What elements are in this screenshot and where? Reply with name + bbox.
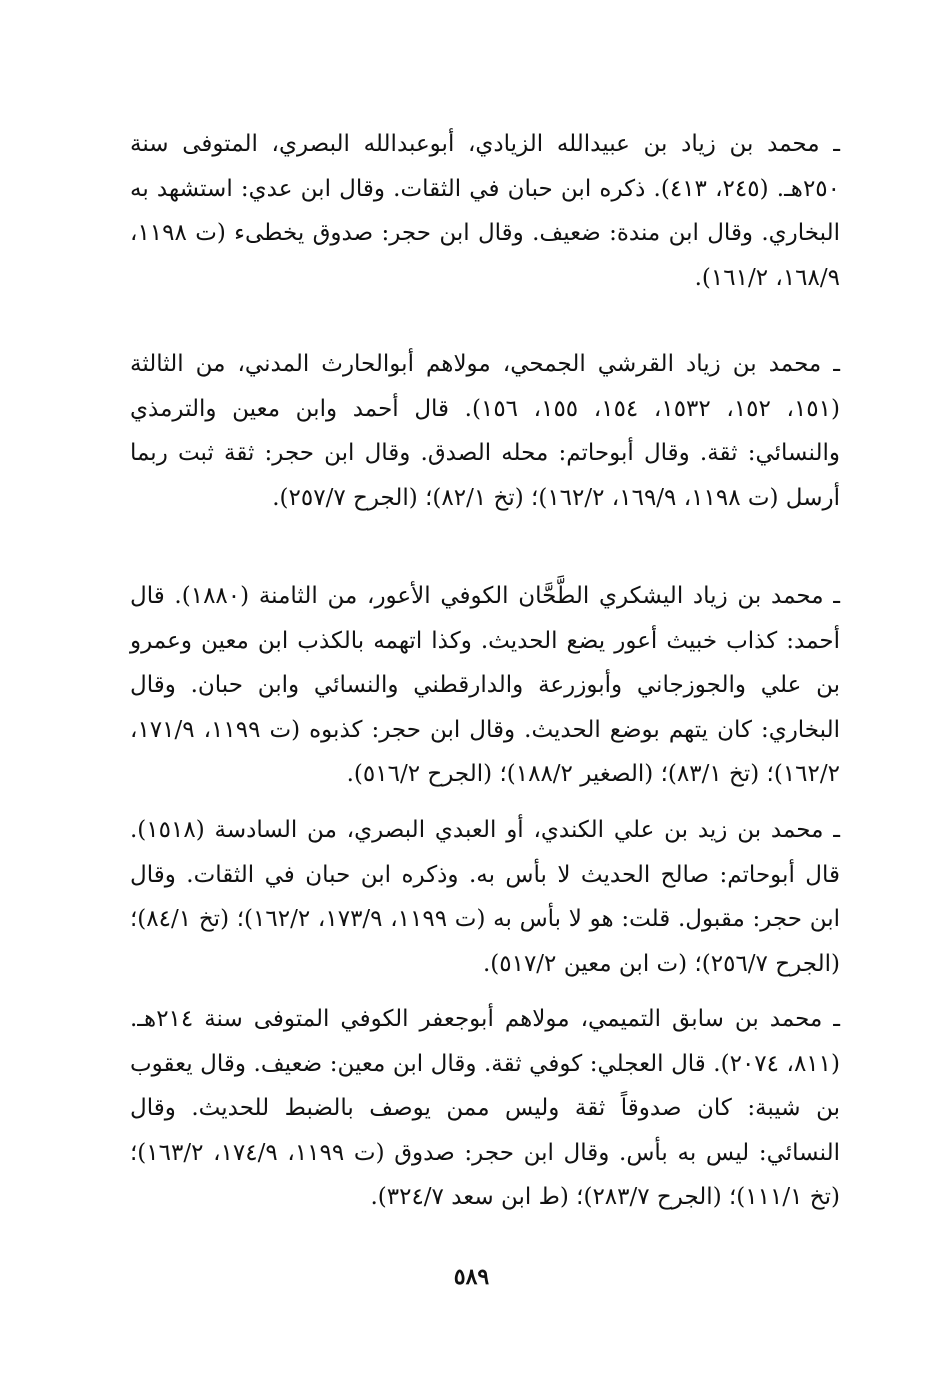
- narrator-entry: ـ محمد بن زياد بن عبيدالله الزيادي، أبوعبدالله البصري، المتوفى سنة ٢٥٠هـ. (٢٤٥، ٤١٣). ذكره ابن حبان في الثقات. وقال ابن عدي: استشهد به البخاري. وقال ابن مندة: ضعيف. وقال ابن حجر: صدوق يخطىء (ت ١١٩٨، ١٦٨/٩، ١٦١/٢).: [130, 131, 841, 291]
- narrator-entry: ـ محمد بن زيد بن علي الكندي، أو العبدي البصري، من السادسة (١٥١٨). قال أبوحاتم: صالح الحديث لا بأس به. وذكره ابن حبان في الثقات. وقال ابن حجر: مقبول. قلت: هو لا بأس به (ت ١١٩٩، ١٧٣/٩، ١٦٢/٢)؛ (تخ ٨٤/١)؛ (الجرح ٢٥٦/٧)؛ (ت ابن معين ٥١٧/٢).: [130, 817, 841, 977]
- narrator-entry: ـ محمد بن زياد القرشي الجمحي، مولاهم أبوالحارث المدني، من الثالثة (١٥١، ١٥٢، ١٥٣٢، ١٥٤، ١٥٥، ١٥٦). قال أحمد وابن معين والترمذي والنسائي: ثقة. وقال أبوحاتم: محله الصدق. وقال ابن حجر: ثقة ثبت ربما أرسل (ت ١١٩٨، ١٦٩/٩، ١٦٢/٢)؛ (تخ ٨٢/١)؛ (الجرح ٢٥٧/٧).: [130, 351, 840, 511]
- narrator-entry: ـ محمد بن سابق التميمي، مولاهم أبوجعفر الكوفي المتوفى سنة ٢١٤هـ. (٨١١، ٢٠٧٤). قال العجلي: كوفي ثقة. وقال ابن معين: ضعيف. وقال يعقوب بن شيبة: كان صدوقاً ثقة وليس ممن يوصف بالضبط للحديث. وقال النسائي: ليس به بأس. وقال ابن حجر: صدوق (ت ١١٩٩، ١٧٤/٩، ١٦٣/٢)؛ (تخ ١١١/١)؛ (الجرح ٢٨٣/٧)؛ (ط ابن سعد ٣٢٤/٧).: [130, 1006, 841, 1210]
- narrator-entry: ـ محمد بن زياد اليشكري الطَّحَّان الكوفي الأعور، من الثامنة (١٨٨٠). قال أحمد: كذاب خبيث أعور يضع الحديث. وكذا اتهمه بالكذب ابن معين وعمرو بن علي والجوزجاني وأبوزرعة والدارقطني والنسائي وابن حبان. وقال البخاري: كان يتهم بوضع الحديث. وقال ابن حجر: كذبوه (ت ١١٩٩، ١٧١/٩، ١٦٢/٢)؛ (تخ ٨٣/١)؛ (الصغير ١٨٨/٢)؛ (الجرح ٥١٦/٢).: [130, 583, 841, 787]
- page-number: ٥٨٩: [453, 1264, 490, 1290]
